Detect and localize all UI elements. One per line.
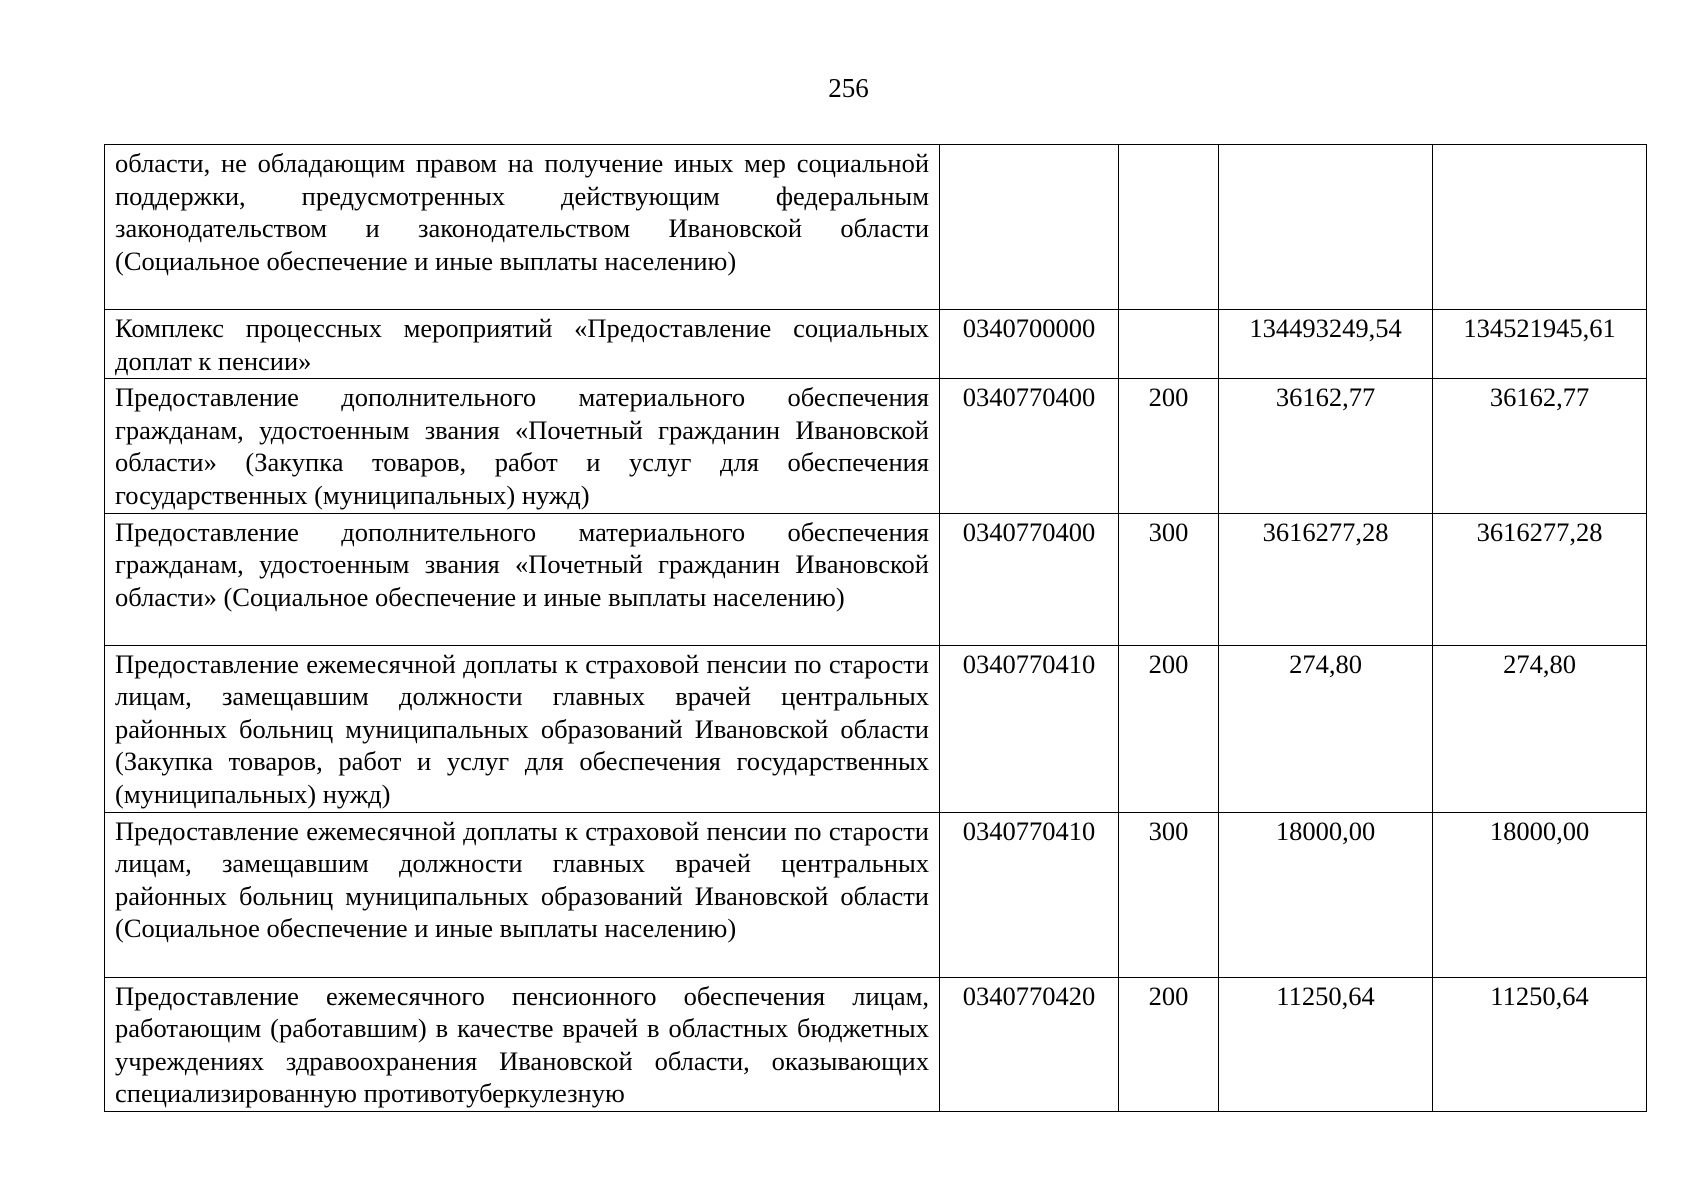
row-csr-cell: 0340770420 xyxy=(940,977,1119,1111)
table-row xyxy=(105,645,1647,812)
table-row xyxy=(105,977,1647,1111)
row-name-cell: Предоставление ежемесячной доплаты к страховой пенсии по старости лицам, замещавшим должности главных врачей центральных районных больниц муниципальных образований Ивановской области (Закупка товаров, работ и услуг для обеспечения государственных (муниципальных) нужд) xyxy=(105,645,940,812)
row-value-2-cell: 18000,00 xyxy=(1433,812,1647,977)
row-csr-cell: 0340770400 xyxy=(940,513,1119,645)
budget-table xyxy=(104,144,1647,1112)
row-name-cell: Предоставление дополнительного материального обеспечения гражданам, удостоенным звания «Почетный гражданин Ивановской области» (Социальное обеспечение и иные выплаты населению) xyxy=(105,513,940,645)
page-number: 256 xyxy=(828,73,869,103)
row-value-2-cell: 11250,64 xyxy=(1433,977,1647,1111)
row-value-1-cell xyxy=(1219,145,1433,310)
row-value-1-cell: 18000,00 xyxy=(1219,812,1433,977)
row-vr-cell: 200 xyxy=(1119,379,1219,513)
row-vr-cell: 300 xyxy=(1119,513,1219,645)
row-name-cell: Предоставление дополнительного материального обеспечения гражданам, удостоенным звания «Почетный гражданин Ивановской области» (Закупка товаров, работ и услуг для обеспечения государственных (муниципальных) нужд) xyxy=(105,379,940,513)
row-vr-cell xyxy=(1119,145,1219,310)
row-csr-cell: 0340700000 xyxy=(940,310,1119,379)
row-value-2-cell: 274,80 xyxy=(1433,645,1647,812)
row-value-2-cell: 3616277,28 xyxy=(1433,513,1647,645)
row-value-1-cell: 11250,64 xyxy=(1219,977,1433,1111)
row-value-1-cell: 36162,77 xyxy=(1219,379,1433,513)
row-csr-cell: 0340770410 xyxy=(940,645,1119,812)
row-name-cell: Комплекс процессных мероприятий «Предоставление социальных доплат к пенсии» xyxy=(105,310,940,379)
row-vr-cell: 200 xyxy=(1119,977,1219,1111)
table-row xyxy=(105,513,1647,645)
row-csr-cell xyxy=(940,145,1119,310)
row-value-1-cell: 274,80 xyxy=(1219,645,1433,812)
table-row xyxy=(105,812,1647,977)
row-name-cell: Предоставление ежемесячного пенсионного обеспечения лицам, работающим (работавшим) в качестве врачей в областных бюджетных учреждениях здравоохранения Ивановской области, оказывающих специализированную противотуберкулезную xyxy=(105,977,940,1111)
row-value-2-cell: 134521945,61 xyxy=(1433,310,1647,379)
row-vr-cell: 200 xyxy=(1119,645,1219,812)
table-row xyxy=(105,310,1647,379)
row-value-1-cell: 134493249,54 xyxy=(1219,310,1433,379)
row-csr-cell: 0340770410 xyxy=(940,812,1119,977)
row-name-cell: Предоставление ежемесячной доплаты к страховой пенсии по старости лицам, замещавшим должности главных врачей центральных районных больниц муниципальных образований Ивановской области (Социальное обеспечение и иные выплаты населению) xyxy=(105,812,940,977)
table-row xyxy=(105,379,1647,513)
row-value-2-cell: 36162,77 xyxy=(1433,379,1647,513)
row-value-1-cell: 3616277,28 xyxy=(1219,513,1433,645)
row-vr-cell xyxy=(1119,310,1219,379)
row-csr-cell: 0340770400 xyxy=(940,379,1119,513)
row-value-2-cell xyxy=(1433,145,1647,310)
row-name-cell: области, не обладающим правом на получение иных мер социальной поддержки, предусмотренных действующим федеральным законодательством и законодательством Ивановской области (Социальное обеспечение и иные выплаты населению) xyxy=(105,145,940,310)
row-vr-cell: 300 xyxy=(1119,812,1219,977)
table-row xyxy=(105,145,1647,310)
